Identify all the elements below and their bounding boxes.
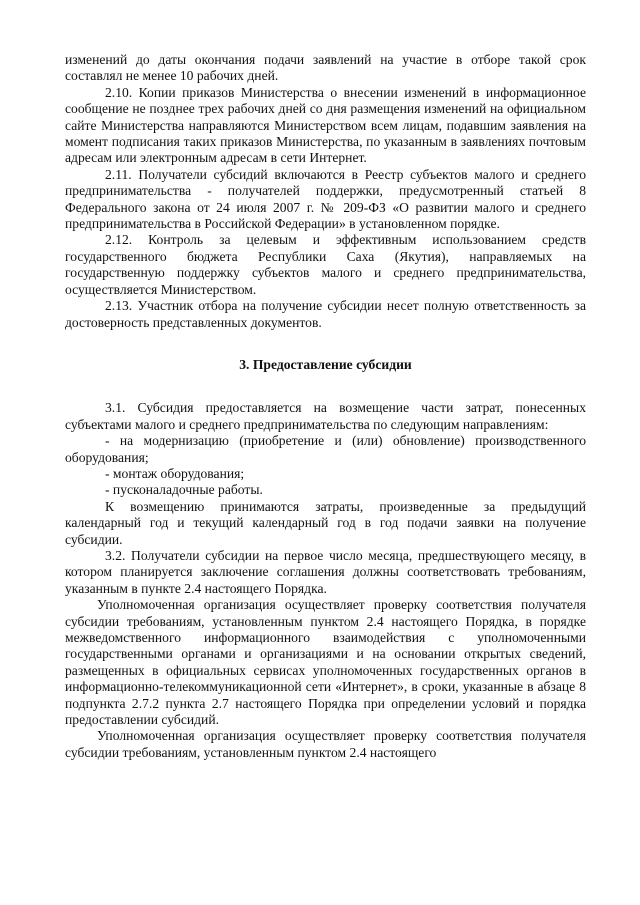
paragraph-2-11: 2.11. Получатели субсидий включаются в Реестр субъектов малого и среднего предпринимательства - получателей поддержки, предусмотренный статьей 8 Федерального закона от 24 июля 2007 г. № 209-ФЗ «О развитии малого и среднего предпринимательства в Российской Федерации» в установленном порядке. bbox=[65, 166, 586, 232]
section-heading: 3. Предоставление субсидии bbox=[239, 356, 412, 372]
paragraph-3-1: 3.1. Субсидия предоставляется на возмещение части затрат, понесенных субъектами малого и среднего предпринимательства по следующим направлениям: bbox=[65, 400, 586, 432]
list-item: - пусконаладочные работы. bbox=[105, 482, 263, 498]
paragraph-verification: Уполномоченная организация осуществляет проверку соответствия получателя субсидии требованиям, установленным пунктом 2.4 настоящего Порядка, в порядке межведомственного информационного взаимодействия с уполномоченными государственными органами и организациями и на основании открытых сведений, размещенных в официальных сервисах уполномоченных государственных органов в информационно-телекоммуникационной сети «Интернет», в сроки, указанные в абзаце 8 подпункта 2.7.2 пункта 2.7 настоящего Порядка при определении условий и порядка предоставлении субсидий. bbox=[65, 597, 586, 728]
paragraph-continuation: изменений до даты окончания подачи заявлений на участие в отборе такой срок составлял не менее 10 рабочих дней. bbox=[65, 52, 586, 84]
paragraph-3-2: 3.2. Получатели субсидии на первое число месяца, предшествующего месяцу, в котором планируется заключение соглашения должны соответствовать требованиям, указанным в пункте 2.4 настоящего Порядка. bbox=[65, 547, 586, 596]
paragraph-2-10: 2.10. Копии приказов Министерства о внесении изменений в информационное сообщение не позднее трех рабочих дней со дня размещения изменений на официальном сайте Министерства направляются Министерством всем лицам, подавшим заявления на момент подписания таких приказов Министерства, по указанным в заявлениях почтовым адресам или электронным адресам в сети Интернет. bbox=[65, 84, 586, 166]
paragraph-2-12: 2.12. Контроль за целевым и эффективным использованием средств государственного бюджета Республики Саха (Якутия), направляемых на государственную поддержку субъектов малого и среднего предпринимательства, осуществляется Министерством. bbox=[65, 232, 586, 297]
paragraph-2-13: 2.13. Участник отбора на получение субсидии несет полную ответственность за достоверность представленных документов. bbox=[65, 298, 586, 330]
paragraph-verification-2: Уполномоченная организация осуществляет проверку соответствия получателя субсидии требованиям, установленным пунктом 2.4 настоящего bbox=[65, 728, 586, 760]
list-item: - монтаж оборудования; bbox=[105, 465, 245, 481]
list-item: - на модернизацию (приобретение и (или) обновление) производственного оборудования; bbox=[65, 433, 586, 465]
paragraph-costs: К возмещению принимаются затраты, произведенные за предыдущий календарный год и текущий календарный год в год подачи заявки на получение субсидии. bbox=[65, 498, 586, 547]
